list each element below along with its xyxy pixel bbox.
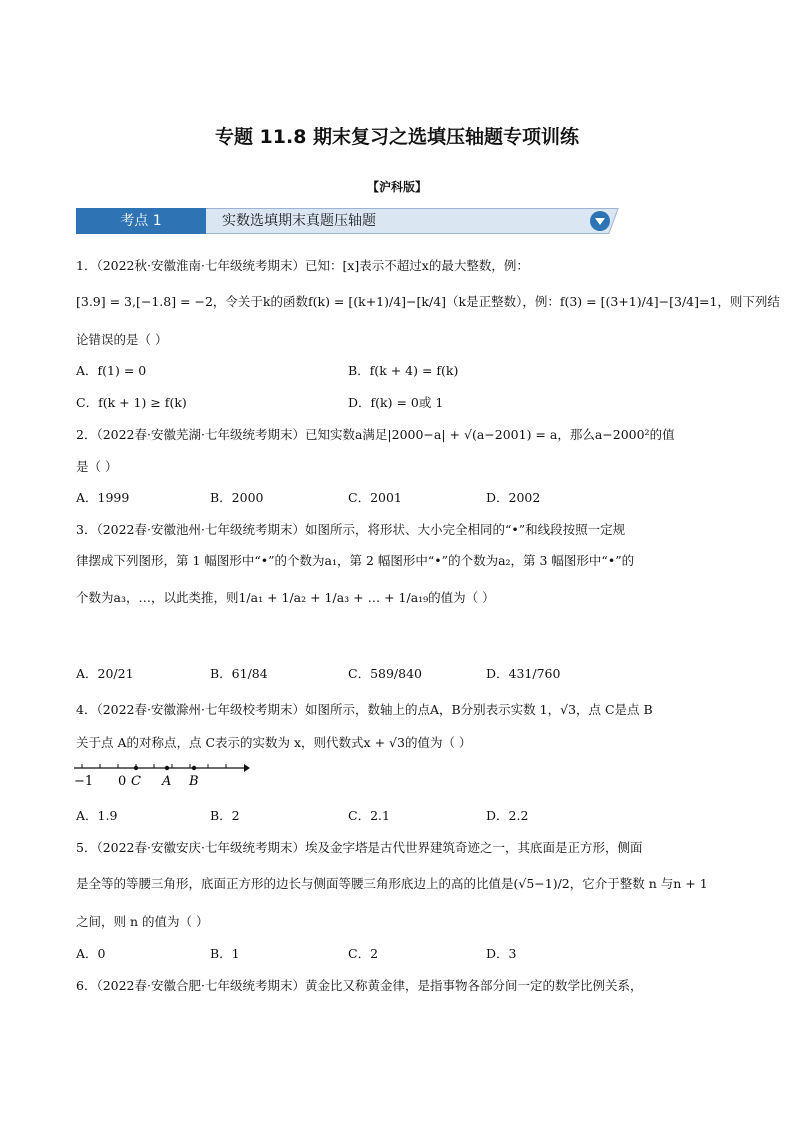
q1-option-c: C．f(k + 1) ≥ f(k): [76, 395, 187, 410]
q1-line1: 1．（2022秋·安徽淮南·七年级统考期末）已知：[x]表示不超过x的最大整数，例：: [76, 258, 529, 273]
q5-line1: 5．（2022春·安徽安庆·七年级统考期末）埃及金字塔是古代世界建筑奇迹之一，其底面是正方形，侧面: [76, 840, 643, 855]
q5-option-c: C．2: [348, 946, 379, 961]
q3-line3: 个数为a₃，…，以此类推，则1/a₁ + 1/a₂ + 1/a₃ + … + 1/a₁₉的值为（ ）: [76, 590, 495, 605]
q3-option-c: C．589/840: [348, 666, 422, 681]
point-b: [192, 766, 196, 770]
q3-line2: 律摆成下列图形，第 1 幅图形中“•”的个数为a₁，第 2 幅图形中“•”的个数为a₂，第 3 幅图形中“•”的: [76, 553, 635, 568]
section-banner: [76, 208, 614, 234]
q5-line3: 之间，则 n 的值为（ ）: [76, 914, 209, 929]
q3-option-b: B．61/84: [210, 666, 268, 681]
page-title: 专题 11.8 期末复习之选填压轴题专项训练: [214, 126, 580, 148]
label-a: A: [162, 774, 172, 789]
q3-line1: 3．（2022春·安徽池州·七年级统考期末）如图所示，将形状、大小完全相同的“•”和线段按照一定规: [76, 522, 626, 537]
q4-option-b: B．2: [210, 808, 240, 823]
q5-line2: 是全等的等腰三角形，底面正方形的边长与侧面等腰三角形底边上的高的比值是(√5−1)/2，它介于整数 n 与n + 1: [76, 876, 708, 891]
q5-option-a: A．0: [76, 946, 106, 961]
q2-line1: 2．（2022春·安徽芜湖·七年级统考期末）已知实数a满足|2000−a| + √(a−2001) = a，那么a−2000²的值: [76, 427, 675, 442]
edition-label: 【沪科版】: [366, 180, 427, 194]
q4-option-d: D．2.2: [486, 808, 529, 823]
q6-line1: 6．（2022春·安徽合肥·七年级统考期末）黄金比又称黄金律，是指事物各部分间一定的数学比例关系，: [76, 978, 643, 993]
q3-option-a: A．20/21: [76, 666, 134, 681]
q5-option-d: D．3: [486, 946, 517, 961]
q4-option-a: A．1.9: [76, 808, 118, 823]
q2-option-d: D．2002: [486, 490, 541, 505]
q4-line1: 4．（2022春·安徽滁州·七年级校考期末）如图所示，数轴上的点A，B分别表示实数 1，√3，点 C是点 B: [76, 702, 653, 717]
label-b: B: [189, 774, 199, 789]
q1-line3: 论错误的是（ ）: [76, 332, 168, 347]
tick-minus-one: −1: [74, 774, 94, 789]
q2-line2: 是（ ）: [76, 459, 118, 474]
point-c: [134, 766, 138, 770]
q1-option-a: A．f(1) = 0: [76, 363, 147, 378]
q2-option-b: B．2000: [210, 490, 264, 505]
number-line-figure: [70, 758, 250, 792]
q4-option-c: C．2.1: [348, 808, 390, 823]
point-a: [165, 766, 169, 770]
arrow-icon: [244, 764, 250, 772]
section-name: 实数选填期末真题压轴题: [222, 213, 376, 229]
q2-option-c: C．2001: [348, 490, 402, 505]
section-tag: 考点 1: [76, 208, 206, 234]
q4-line2: 关于点 A的对称点，点 C表示的实数为 x，则代数式x + √3的值为（ ）: [76, 735, 472, 750]
label-c: C: [131, 774, 141, 789]
q1-option-b: B．f(k + 4) = f(k): [348, 363, 459, 378]
q3-option-d: D．431/760: [486, 666, 561, 681]
q5-option-b: B．1: [210, 946, 240, 961]
q1-line2: [3.9] = 3,[−1.8] = −2，令关于k的函数f(k) = [(k+1)/4]−[k/4]（k是正整数），例：f(3) = [(3+1)/4]−[3/4]=1，则下列结: [76, 294, 780, 309]
q2-option-a: A．1999: [76, 490, 130, 505]
q1-option-d: D．f(k) = 0或 1: [348, 395, 444, 410]
chevron-down-icon[interactable]: [590, 211, 610, 231]
tick-zero: 0: [118, 774, 127, 789]
